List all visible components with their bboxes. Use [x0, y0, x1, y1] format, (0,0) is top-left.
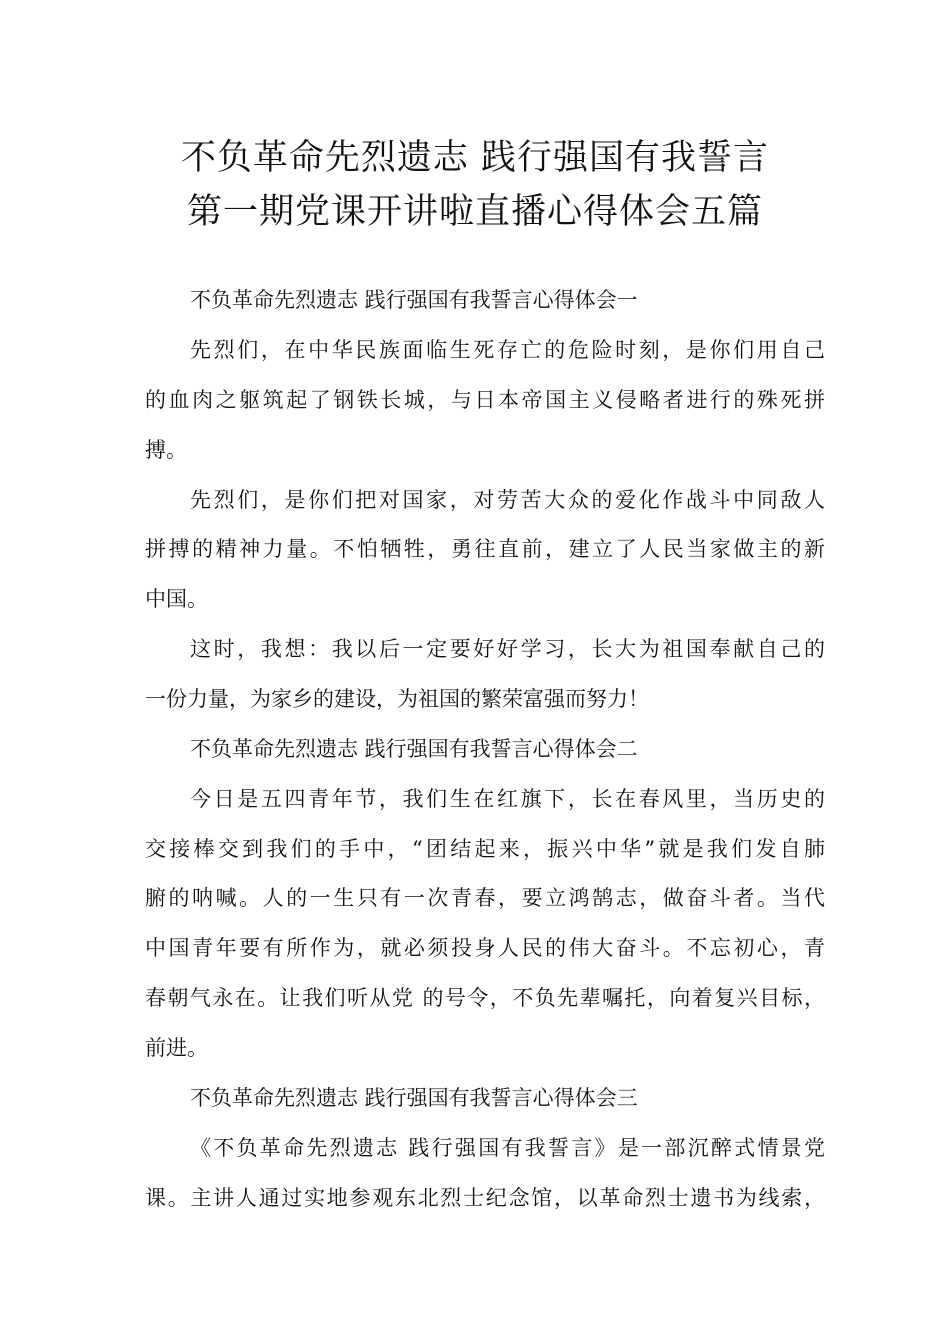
paragraph-line: 课。主讲人通过实地参观东北烈士纪念馆，以革命烈士遗书为线索，: [145, 1186, 825, 1210]
paragraph-line: 搏。: [145, 438, 187, 462]
paragraph-line: 今日是五四青年节，我们生在红旗下，长在春风里，当历史的: [190, 787, 825, 811]
paragraph-line: 春朝气永在。让我们听从党 的号令，不负先辈嘱托，向着复兴目标，: [145, 986, 825, 1010]
paragraph-line: 中国青年要有所作为，就必须投身人民的伟大奋斗。不忘初心，青: [145, 936, 825, 960]
paragraph-line: 这时，我想：我以后一定要好好学习，长大为祖国奉献自己的: [190, 637, 825, 661]
document-title-line-2: 第一期党课开讲啦直播心得体会五篇: [186, 192, 763, 232]
paragraph-line: 先烈们，是你们把对国家，对劳苦大众的爱化作战斗中同敌人: [190, 488, 825, 512]
paragraph-line: 前进。: [145, 1036, 208, 1060]
document-title-line-1: 不负革命先烈遗志 践行强国有我誓言: [180, 138, 770, 178]
section-heading: 不负革命先烈遗志 践行强国有我誓言心得体会一: [190, 288, 638, 312]
paragraph-line: 中国。: [145, 587, 208, 611]
section-heading: 不负革命先烈遗志 践行强国有我誓言心得体会三: [190, 1086, 638, 1110]
section-heading: 不负革命先烈遗志 践行强国有我誓言心得体会二: [190, 737, 638, 761]
paragraph-line: 腑的呐喊。人的一生只有一次青春，要立鸿鹄志，做奋斗者。当代: [145, 886, 825, 910]
paragraph-line: 拼搏的精神力量。不怕牺牲，勇往直前，建立了人民当家做主的新: [145, 537, 825, 561]
paragraph-line: 交接棒交到我们的手中，“团结起来，振兴中华”就是我们发自肺: [145, 837, 825, 861]
paragraph-line: 《不负革命先烈遗志 践行强国有我誓言》是一部沉醉式情景党: [190, 1136, 825, 1160]
paragraph-line: 的血肉之躯筑起了钢铁长城，与日本帝国主义侵略者进行的殊死拼: [145, 388, 825, 412]
paragraph-line: 先烈们，在中华民族面临生死存亡的危险时刻，是你们用自己: [190, 338, 825, 362]
paragraph-line: 一份力量，为家乡的建设，为祖国的繁荣富强而努力！: [145, 687, 649, 711]
